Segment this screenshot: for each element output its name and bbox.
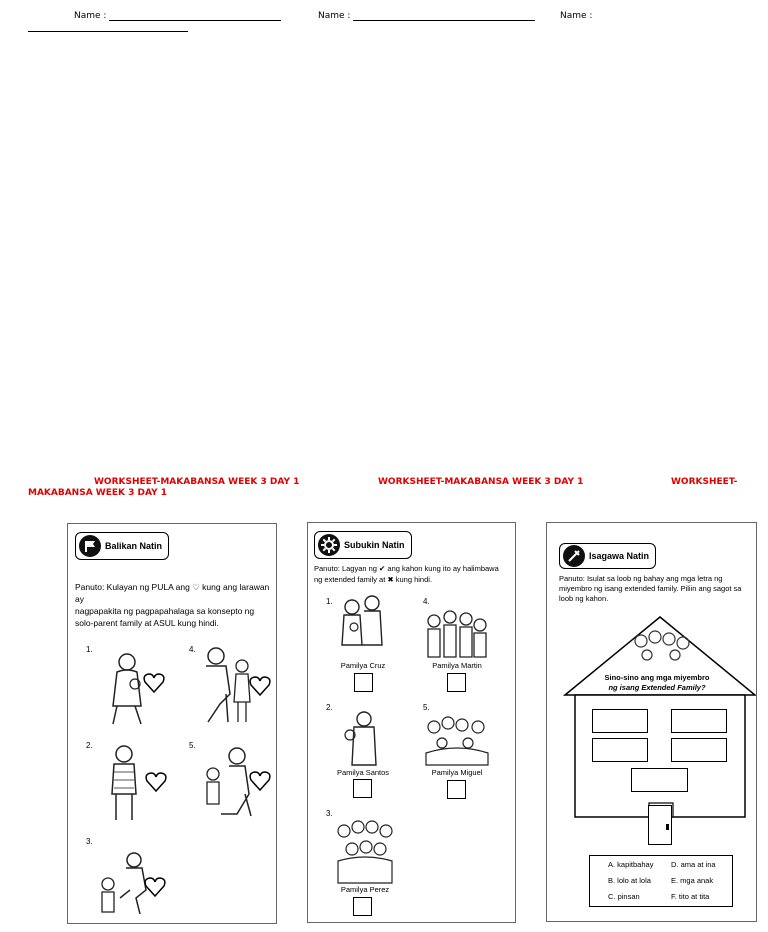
worksheet-isagawa-natin <box>546 522 757 922</box>
section-title: Balikan Natin <box>105 541 163 551</box>
section-title: Isagawa Natin <box>589 551 650 561</box>
answer-checkbox[interactable] <box>447 673 466 692</box>
item-number: 4. <box>423 597 430 606</box>
heart-icon[interactable] <box>249 675 271 697</box>
name-label: Name : <box>74 11 107 21</box>
worksheet-title-3b: MAKABANSA WEEK 3 DAY 1 <box>28 488 168 498</box>
family-caption: Pamilya Santos <box>336 768 390 777</box>
answer-box[interactable] <box>671 738 727 762</box>
roof-question-line: Sino-sino ang mga miyembro <box>604 673 710 682</box>
heart-icon[interactable] <box>249 770 271 792</box>
answer-checkbox[interactable] <box>353 779 372 798</box>
family-illustration <box>422 713 492 767</box>
roof-question-line: ng isang Extended Family? <box>608 683 706 692</box>
worksheet-title-3a: WORKSHEET- <box>671 477 738 487</box>
name-label: Name : <box>318 11 351 21</box>
answer-checkbox[interactable] <box>354 673 373 692</box>
choice-item: A. kapitbahay <box>608 860 654 869</box>
name-label: Name : <box>560 11 593 21</box>
choice-item: B. lolo at lola <box>608 876 651 885</box>
family-illustration <box>338 595 388 661</box>
instruction-line: loob ng kahon. <box>559 594 609 603</box>
section-header <box>314 531 412 559</box>
house-door <box>648 805 672 845</box>
family-illustration <box>340 709 384 767</box>
choice-item: E. mga anak <box>671 876 714 885</box>
name-field-3 <box>560 11 592 21</box>
worksheet-title-2: WORKSHEET-MAKABANSA WEEK 3 DAY 1 <box>378 477 584 487</box>
name-field-1 <box>74 11 281 21</box>
family-caption: Pamilya Perez <box>340 885 390 894</box>
family-caption: Pamilya Cruz <box>340 661 386 670</box>
instruction-line: Panuto: Isulat sa loob ng bahay ang mga letra ng <box>559 574 723 583</box>
instruction-line: solo-parent family at ASUL kung hindi. <box>75 618 219 628</box>
roof-question <box>587 673 727 693</box>
item-number: 2. <box>86 741 93 750</box>
instructions <box>75 581 275 629</box>
family-illustration <box>334 819 396 885</box>
section-header <box>559 543 656 569</box>
section-title: Subukin Natin <box>344 540 405 550</box>
tools-icon <box>563 545 585 567</box>
answer-box[interactable] <box>671 709 727 733</box>
item-number: 5. <box>423 703 430 712</box>
section-header <box>75 532 169 560</box>
instruction-line: Panuto: Kulayan ng PULA ang ♡ kung ang larawan ay <box>75 582 270 604</box>
instruction-line: ng extended family at ✖ kung hindi. <box>314 575 433 584</box>
answer-box[interactable] <box>592 738 648 762</box>
worksheet-title-1: WORKSHEET-MAKABANSA WEEK 3 DAY 1 <box>94 477 300 487</box>
family-caption: Pamilya Miguel <box>431 768 483 777</box>
answer-box[interactable] <box>592 709 648 733</box>
choice-item: F. tito at tita <box>671 892 710 901</box>
heart-icon[interactable] <box>143 672 165 694</box>
name-blank-wrapped[interactable] <box>28 31 188 32</box>
answer-checkbox[interactable] <box>447 780 466 799</box>
item-number: 2. <box>326 703 333 712</box>
name-blank[interactable] <box>353 11 535 21</box>
answer-box[interactable] <box>631 768 688 792</box>
instructions <box>559 574 757 604</box>
gear-icon <box>318 534 340 556</box>
family-illustration <box>424 607 490 659</box>
instruction-line: nagpapakita ng pagpapahalaga sa konsepto ng <box>75 606 255 616</box>
choice-item: D. ama at ina <box>671 860 716 869</box>
worksheet-subukin-natin <box>307 522 516 923</box>
family-illustration <box>104 744 144 822</box>
name-field-2 <box>318 11 535 21</box>
answer-checkbox[interactable] <box>353 897 372 916</box>
worksheet-balikan-natin <box>67 523 277 924</box>
instruction-line: miyembro ng isang extended family. Piliin ang sagot sa <box>559 584 742 593</box>
name-blank[interactable] <box>109 11 281 21</box>
item-number: 3. <box>86 837 93 846</box>
heart-icon[interactable] <box>145 771 167 793</box>
heart-icon[interactable] <box>144 876 166 898</box>
item-number: 3. <box>326 809 333 818</box>
instructions <box>314 563 514 585</box>
choice-item: C. pinsan <box>608 892 640 901</box>
family-illustration <box>197 744 255 820</box>
family-caption: Pamilya Martin <box>432 661 482 670</box>
item-number: 5. <box>189 741 196 750</box>
instruction-line: Panuto: Lagyan ng ✔ ang kahon kung ito ay halimbawa <box>314 564 499 573</box>
item-number: 1. <box>326 597 333 606</box>
item-number: 1. <box>86 645 93 654</box>
item-number: 4. <box>189 645 196 654</box>
flag-icon <box>79 535 101 557</box>
